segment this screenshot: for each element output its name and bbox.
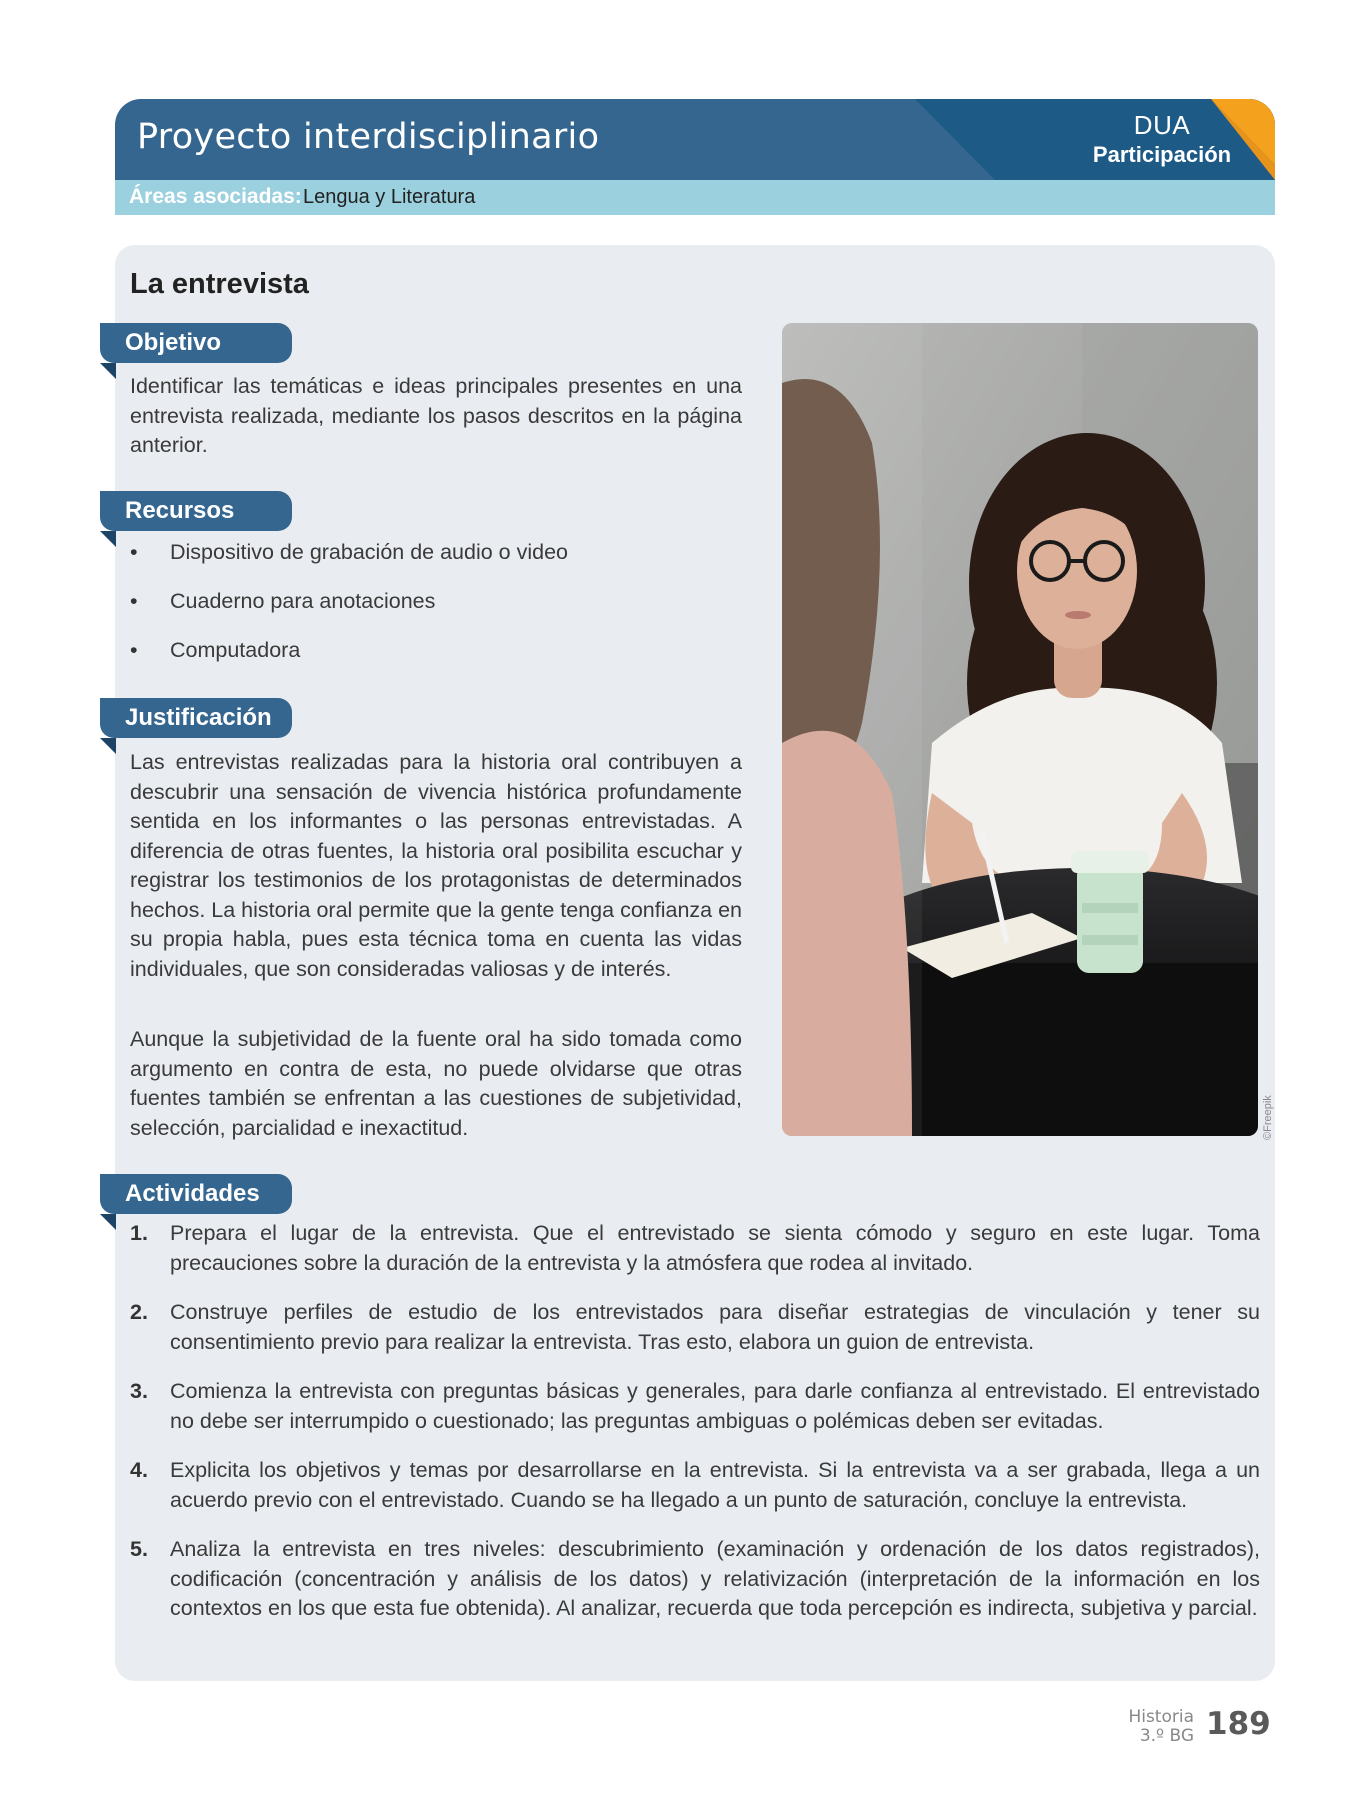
item-text: Construye perfiles de estudio de los entrevistados para diseñar estrategias de vinculación y tener su consentimiento previo para realizar la entrevista. Tras esto, elabora un guion de entrevista. xyxy=(170,1300,1260,1354)
activities-list xyxy=(130,1219,1260,1644)
dua-subtitle: Participación xyxy=(1092,142,1232,167)
item-number: 5. xyxy=(130,1537,148,1561)
areas-value: Lengua y Literatura xyxy=(303,186,476,208)
tag-justificacion xyxy=(100,698,292,738)
header-banner xyxy=(115,99,1275,180)
interview-photo xyxy=(782,323,1258,1136)
objetivo-text: Identificar las temáticas e ideas principales presentes en una entrevista realizada, mediante los pasos descritos en la página anterior. xyxy=(130,374,742,457)
areas-bar xyxy=(115,180,1275,215)
item-number: 2. xyxy=(130,1300,148,1324)
recursos-list xyxy=(130,538,568,685)
item-number: 1. xyxy=(130,1221,148,1245)
tag-label: Justificación xyxy=(125,704,272,731)
list-item: • Cuaderno para anotaciones xyxy=(130,587,568,636)
areas-label: Áreas asociadas: xyxy=(129,185,302,208)
list-item xyxy=(130,1219,1260,1278)
tag-notch xyxy=(100,363,116,379)
justificacion-paragraph-1: Las entrevistas realizadas para la historia oral contribuyen a descubrir una sensación de vivencia histórica profundamente sentida en los informantes o las personas entrevistadas. A diferencia de otras fuentes, la historia oral posibilita escuchar y registrar los testimonios de los protagonistas de determinados hechos. La historia oral permite que la gente tenga confianza en su propia habla, pues esta técnica toma en cuenta las vidas individuales, que son consideradas valiosas y de interés. xyxy=(130,750,742,981)
item-text: Analiza la entrevista en tres niveles: descubrimiento (examinación y ordenación de los datos registrados), codificación (concentración y análisis de los datos) y relativización (interpretación de la información en los contextos en los que esta fue obtenida). Al analizar, recuerda que toda percepción es indirecta, subjetiva y parcial. xyxy=(170,1537,1260,1620)
tag-label: Recursos xyxy=(125,497,235,524)
photo-credit: ©Freepik xyxy=(1262,1095,1274,1140)
interview-photo-illustration xyxy=(782,323,1258,1136)
tag-recursos xyxy=(100,491,292,531)
footer-grade: 3.º BG xyxy=(1139,1726,1194,1746)
list-item xyxy=(130,1298,1260,1357)
item-number: 3. xyxy=(130,1379,148,1403)
list-item xyxy=(130,1535,1260,1624)
page-title: Proyecto interdisciplinario xyxy=(137,117,600,157)
tag-objetivo xyxy=(100,323,292,363)
footer-subject: Historia xyxy=(1128,1707,1194,1727)
list-item: • Computadora xyxy=(130,636,568,685)
dua-badge xyxy=(915,99,1275,180)
tag-label: Actividades xyxy=(125,1180,260,1207)
item-number: 4. xyxy=(130,1458,148,1482)
tag-actividades xyxy=(100,1174,292,1214)
item-text: Prepara el lugar de la entrevista. Que el entrevistado se sienta cómodo y seguro en este lugar. Toma precauciones sobre la duración de la entrevista y la atmósfera que rodea al invitado. xyxy=(170,1221,1260,1275)
tag-notch xyxy=(100,1214,116,1230)
list-item xyxy=(130,1377,1260,1436)
item-text: Comienza la entrevista con preguntas básicas y generales, para darle confianza al entrevistado. El entrevistado no debe ser interrumpido o cuestionado; las preguntas ambiguas o polémicas deben ser evitadas. xyxy=(170,1379,1260,1433)
list-item: • Dispositivo de grabación de audio o video xyxy=(130,538,568,587)
list-item xyxy=(130,1456,1260,1515)
tag-notch xyxy=(100,738,116,754)
dua-title: DUA xyxy=(1133,110,1191,140)
tag-label: Objetivo xyxy=(125,329,222,356)
tag-notch xyxy=(100,531,116,547)
justificacion-paragraph-2: Aunque la subjetividad de la fuente oral ha sido tomada como argumento en contra de esta, no puede olvidarse que otras fuentes también se enfrentan a las cuestiones de subjetividad, selección, parcialidad e inexactitud. xyxy=(130,1027,742,1140)
page-number: 189 xyxy=(1206,1706,1271,1742)
item-text: Explicita los objetivos y temas por desarrollarse en la entrevista. Si la entrevista va a ser grabada, llega a un acuerdo previo con el entrevistado. Cuando se ha llegado a un punto de saturación, concluye la entrevista. xyxy=(170,1458,1260,1512)
section-heading: La entrevista xyxy=(130,268,309,300)
